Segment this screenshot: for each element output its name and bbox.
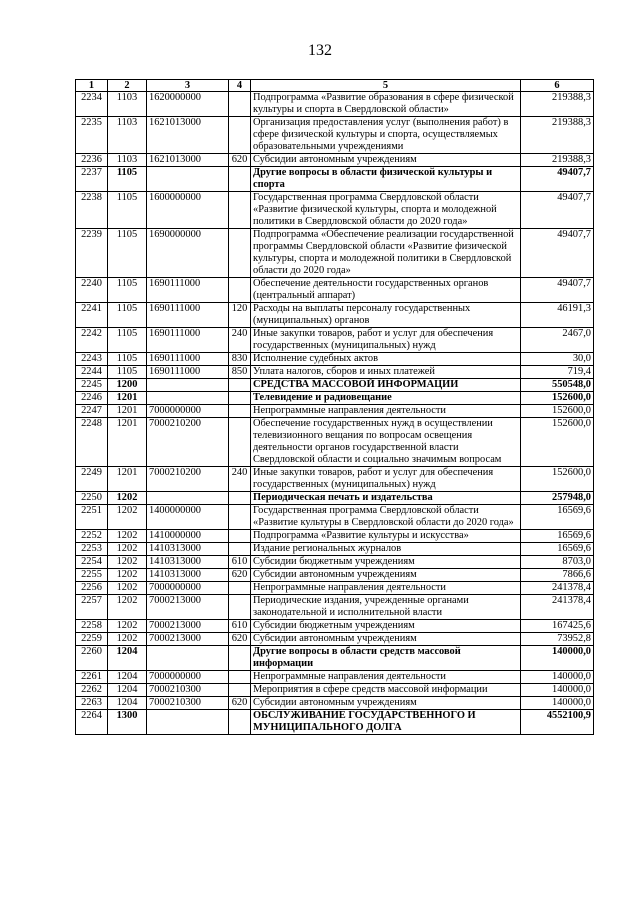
section-code-cell: 1201 — [108, 405, 147, 418]
section-code-cell: 1202 — [108, 556, 147, 569]
expense-type-cell: 120 — [229, 303, 251, 328]
row-number-cell: 2235 — [76, 117, 108, 154]
target-article-cell: 1690111000 — [147, 303, 229, 328]
row-number-cell: 2248 — [76, 418, 108, 467]
target-article-cell: 7000210200 — [147, 467, 229, 492]
item-name-cell: Периодическая печать и издательства — [251, 492, 521, 505]
table-row — [76, 492, 594, 505]
target-article-cell: 7000210300 — [147, 697, 229, 710]
expense-type-cell: 830 — [229, 353, 251, 366]
item-name-cell: Периодические издания, учрежденные органами законодательной и исполнительной власти — [251, 595, 521, 620]
section-code-cell: 1105 — [108, 328, 147, 353]
expense-type-cell: 850 — [229, 366, 251, 379]
target-article-cell — [147, 492, 229, 505]
section-code-cell: 1204 — [108, 646, 147, 671]
column-header: 5 — [251, 80, 521, 92]
column-header: 6 — [521, 80, 594, 92]
section-code-cell: 1202 — [108, 543, 147, 556]
expense-type-cell — [229, 278, 251, 303]
section-code-cell: 1204 — [108, 684, 147, 697]
amount-cell: 46191,3 — [521, 303, 594, 328]
amount-cell: 152600,0 — [521, 418, 594, 467]
row-number-cell: 2250 — [76, 492, 108, 505]
table-row — [76, 192, 594, 229]
expense-type-cell — [229, 379, 251, 392]
expense-type-cell — [229, 671, 251, 684]
amount-cell: 30,0 — [521, 353, 594, 366]
section-code-cell: 1105 — [108, 366, 147, 379]
table-row — [76, 392, 594, 405]
column-header: 1 — [76, 80, 108, 92]
expense-type-cell — [229, 684, 251, 697]
section-code-cell: 1105 — [108, 303, 147, 328]
item-name-cell: СРЕДСТВА МАССОВОЙ ИНФОРМАЦИИ — [251, 379, 521, 392]
budget-table — [75, 79, 594, 735]
item-name-cell: Непрограммные направления деятельности — [251, 582, 521, 595]
expense-type-cell — [229, 492, 251, 505]
amount-cell: 16569,6 — [521, 530, 594, 543]
item-name-cell: Государственная программа Свердловской области «Развитие культуры в Свердловской области до 2020 года» — [251, 505, 521, 530]
amount-cell: 550548,0 — [521, 379, 594, 392]
amount-cell: 257948,0 — [521, 492, 594, 505]
row-number-cell: 2263 — [76, 697, 108, 710]
item-name-cell: Издание региональных журналов — [251, 543, 521, 556]
row-number-cell: 2234 — [76, 92, 108, 117]
item-name-cell: Иные закупки товаров, работ и услуг для обеспечения государственных (муниципальных) нужд — [251, 328, 521, 353]
section-code-cell: 1105 — [108, 192, 147, 229]
section-code-cell: 1204 — [108, 671, 147, 684]
item-name-cell: Субсидии автономным учреждениям — [251, 154, 521, 167]
amount-cell: 167425,6 — [521, 620, 594, 633]
item-name-cell: Субсидии автономным учреждениям — [251, 633, 521, 646]
expense-type-cell — [229, 710, 251, 735]
item-name-cell: Обеспечение деятельности государственных органов (центральный аппарат) — [251, 278, 521, 303]
item-name-cell: Другие вопросы в области физической культуры и спорта — [251, 167, 521, 192]
row-number-cell: 2240 — [76, 278, 108, 303]
target-article-cell: 1410313000 — [147, 569, 229, 582]
section-code-cell: 1202 — [108, 620, 147, 633]
table-row — [76, 646, 594, 671]
section-code-cell: 1200 — [108, 379, 147, 392]
table-row — [76, 505, 594, 530]
column-header: 3 — [147, 80, 229, 92]
section-code-cell: 1103 — [108, 92, 147, 117]
amount-cell: 4552100,9 — [521, 710, 594, 735]
expense-type-cell — [229, 595, 251, 620]
row-number-cell: 2236 — [76, 154, 108, 167]
expense-type-cell — [229, 92, 251, 117]
amount-cell: 219388,3 — [521, 154, 594, 167]
expense-type-cell — [229, 543, 251, 556]
table-row — [76, 366, 594, 379]
column-header: 4 — [229, 80, 251, 92]
section-code-cell: 1202 — [108, 569, 147, 582]
row-number-cell: 2253 — [76, 543, 108, 556]
amount-cell: 152600,0 — [521, 405, 594, 418]
section-code-cell: 1204 — [108, 697, 147, 710]
row-number-cell: 2237 — [76, 167, 108, 192]
table-row — [76, 543, 594, 556]
amount-cell: 7866,6 — [521, 569, 594, 582]
expense-type-cell: 610 — [229, 620, 251, 633]
target-article-cell: 7000213000 — [147, 633, 229, 646]
item-name-cell: Уплата налогов, сборов и иных платежей — [251, 366, 521, 379]
section-code-cell: 1202 — [108, 582, 147, 595]
row-number-cell: 2255 — [76, 569, 108, 582]
section-code-cell: 1103 — [108, 154, 147, 167]
section-code-cell: 1103 — [108, 117, 147, 154]
table-row — [76, 154, 594, 167]
row-number-cell: 2259 — [76, 633, 108, 646]
table-row — [76, 556, 594, 569]
target-article-cell: 1690000000 — [147, 229, 229, 278]
expense-type-cell — [229, 229, 251, 278]
expense-type-cell — [229, 646, 251, 671]
amount-cell: 140000,0 — [521, 684, 594, 697]
item-name-cell: Субсидии автономным учреждениям — [251, 569, 521, 582]
item-name-cell: Мероприятия в сфере средств массовой информации — [251, 684, 521, 697]
row-number-cell: 2249 — [76, 467, 108, 492]
table-row — [76, 229, 594, 278]
table-row — [76, 328, 594, 353]
page-number: 132 — [308, 42, 332, 59]
row-number-cell: 2251 — [76, 505, 108, 530]
item-name-cell: Подпрограмма «Развитие образования в сфере физической культуры и спорта в Свердловской области» — [251, 92, 521, 117]
target-article-cell: 7000213000 — [147, 595, 229, 620]
table-row — [76, 117, 594, 154]
item-name-cell: Иные закупки товаров, работ и услуг для обеспечения государственных (муниципальных) нужд — [251, 467, 521, 492]
table-row — [76, 353, 594, 366]
table-row — [76, 167, 594, 192]
table-row — [76, 379, 594, 392]
row-number-cell: 2252 — [76, 530, 108, 543]
section-code-cell: 1202 — [108, 595, 147, 620]
expense-type-cell — [229, 167, 251, 192]
expense-type-cell — [229, 582, 251, 595]
item-name-cell: Подпрограмма «Развитие культуры и искусства» — [251, 530, 521, 543]
row-number-cell: 2246 — [76, 392, 108, 405]
row-number-cell: 2241 — [76, 303, 108, 328]
table-row — [76, 405, 594, 418]
row-number-cell: 2242 — [76, 328, 108, 353]
row-number-cell: 2262 — [76, 684, 108, 697]
table-row — [76, 633, 594, 646]
item-name-cell: Непрограммные направления деятельности — [251, 671, 521, 684]
table-row — [76, 569, 594, 582]
item-name-cell: Телевидение и радиовещание — [251, 392, 521, 405]
table-row — [76, 582, 594, 595]
section-code-cell: 1201 — [108, 418, 147, 467]
expense-type-cell: 620 — [229, 697, 251, 710]
target-article-cell: 7000213000 — [147, 620, 229, 633]
target-article-cell: 1690111000 — [147, 328, 229, 353]
table-row — [76, 278, 594, 303]
table-row — [76, 710, 594, 735]
amount-cell: 49407,7 — [521, 229, 594, 278]
target-article-cell — [147, 646, 229, 671]
item-name-cell: Субсидии бюджетным учреждениям — [251, 620, 521, 633]
section-code-cell: 1202 — [108, 530, 147, 543]
expense-type-cell: 240 — [229, 328, 251, 353]
expense-type-cell: 620 — [229, 633, 251, 646]
target-article-cell — [147, 392, 229, 405]
row-number-cell: 2245 — [76, 379, 108, 392]
item-name-cell: ОБСЛУЖИВАНИЕ ГОСУДАРСТВЕННОГО И МУНИЦИПАЛЬНОГО ДОЛГА — [251, 710, 521, 735]
item-name-cell: Непрограммные направления деятельности — [251, 405, 521, 418]
amount-cell: 49407,7 — [521, 192, 594, 229]
row-number-cell: 2254 — [76, 556, 108, 569]
table-row — [76, 530, 594, 543]
item-name-cell: Подпрограмма «Обеспечение реализации государственной программы Свердловской области «Развитие физической культуры, спорта и молодежной политики в Свердловской области до 2020 года» — [251, 229, 521, 278]
amount-cell: 140000,0 — [521, 697, 594, 710]
amount-cell: 719,4 — [521, 366, 594, 379]
target-article-cell — [147, 710, 229, 735]
section-code-cell: 1300 — [108, 710, 147, 735]
amount-cell: 16569,6 — [521, 543, 594, 556]
row-number-cell: 2238 — [76, 192, 108, 229]
row-number-cell: 2239 — [76, 229, 108, 278]
target-article-cell: 7000000000 — [147, 405, 229, 418]
table-row — [76, 92, 594, 117]
table-row — [76, 620, 594, 633]
target-article-cell: 1410313000 — [147, 556, 229, 569]
amount-cell: 241378,4 — [521, 582, 594, 595]
item-name-cell: Исполнение судебных актов — [251, 353, 521, 366]
amount-cell: 2467,0 — [521, 328, 594, 353]
target-article-cell: 7000000000 — [147, 671, 229, 684]
item-name-cell: Другие вопросы в области средств массовой информации — [251, 646, 521, 671]
expense-type-cell — [229, 405, 251, 418]
amount-cell: 219388,3 — [521, 117, 594, 154]
target-article-cell — [147, 379, 229, 392]
table-row — [76, 467, 594, 492]
table-row — [76, 684, 594, 697]
table-row — [76, 303, 594, 328]
item-name-cell: Субсидии автономным учреждениям — [251, 697, 521, 710]
column-header: 2 — [108, 80, 147, 92]
expense-type-cell — [229, 530, 251, 543]
table-row — [76, 418, 594, 467]
target-article-cell: 1600000000 — [147, 192, 229, 229]
row-number-cell: 2260 — [76, 646, 108, 671]
section-code-cell: 1202 — [108, 505, 147, 530]
target-article-cell: 1690111000 — [147, 366, 229, 379]
amount-cell: 73952,8 — [521, 633, 594, 646]
section-code-cell: 1105 — [108, 167, 147, 192]
target-article-cell: 1620000000 — [147, 92, 229, 117]
target-article-cell: 1690111000 — [147, 278, 229, 303]
target-article-cell: 1410313000 — [147, 543, 229, 556]
table-header-row — [76, 80, 594, 92]
expense-type-cell: 240 — [229, 467, 251, 492]
row-number-cell: 2243 — [76, 353, 108, 366]
item-name-cell: Расходы на выплаты персоналу государственных (муниципальных) органов — [251, 303, 521, 328]
item-name-cell: Субсидии бюджетным учреждениям — [251, 556, 521, 569]
section-code-cell: 1201 — [108, 467, 147, 492]
amount-cell: 8703,0 — [521, 556, 594, 569]
target-article-cell: 7000210300 — [147, 684, 229, 697]
target-article-cell: 1400000000 — [147, 505, 229, 530]
row-number-cell: 2257 — [76, 595, 108, 620]
expense-type-cell — [229, 192, 251, 229]
row-number-cell: 2256 — [76, 582, 108, 595]
table-row — [76, 697, 594, 710]
amount-cell: 140000,0 — [521, 646, 594, 671]
item-name-cell: Организация предоставления услуг (выполнения работ) в сфере физической культуры и спорта, осуществляемых образовательными учреждениями — [251, 117, 521, 154]
expense-type-cell: 620 — [229, 154, 251, 167]
target-article-cell: 7000210200 — [147, 418, 229, 467]
expense-type-cell: 610 — [229, 556, 251, 569]
amount-cell: 152600,0 — [521, 467, 594, 492]
expense-type-cell — [229, 392, 251, 405]
table-body — [76, 92, 594, 735]
amount-cell: 241378,4 — [521, 595, 594, 620]
amount-cell: 152600,0 — [521, 392, 594, 405]
target-article-cell: 1410000000 — [147, 530, 229, 543]
section-code-cell: 1201 — [108, 392, 147, 405]
amount-cell: 219388,3 — [521, 92, 594, 117]
amount-cell: 49407,7 — [521, 278, 594, 303]
expense-type-cell — [229, 505, 251, 530]
row-number-cell: 2244 — [76, 366, 108, 379]
section-code-cell: 1202 — [108, 492, 147, 505]
section-code-cell: 1105 — [108, 229, 147, 278]
target-article-cell: 1621013000 — [147, 154, 229, 167]
target-article-cell: 1690111000 — [147, 353, 229, 366]
expense-type-cell — [229, 418, 251, 467]
item-name-cell: Государственная программа Свердловской области «Развитие физической культуры, спорта и молодежной политики в Свердловской области до 2020 года» — [251, 192, 521, 229]
expense-type-cell — [229, 117, 251, 154]
table-row — [76, 671, 594, 684]
section-code-cell: 1105 — [108, 353, 147, 366]
item-name-cell: Обеспечение государственных нужд в осуществлении телевизионного вещания по вопросам освещения деятельности органов государственной власти Свердловской области и социально значимым вопросам — [251, 418, 521, 467]
amount-cell: 16569,6 — [521, 505, 594, 530]
table-row — [76, 595, 594, 620]
section-code-cell: 1202 — [108, 633, 147, 646]
target-article-cell: 1621013000 — [147, 117, 229, 154]
row-number-cell: 2247 — [76, 405, 108, 418]
row-number-cell: 2264 — [76, 710, 108, 735]
section-code-cell: 1105 — [108, 278, 147, 303]
target-article-cell — [147, 167, 229, 192]
amount-cell: 140000,0 — [521, 671, 594, 684]
row-number-cell: 2258 — [76, 620, 108, 633]
expense-type-cell: 620 — [229, 569, 251, 582]
amount-cell: 49407,7 — [521, 167, 594, 192]
row-number-cell: 2261 — [76, 671, 108, 684]
target-article-cell: 7000000000 — [147, 582, 229, 595]
